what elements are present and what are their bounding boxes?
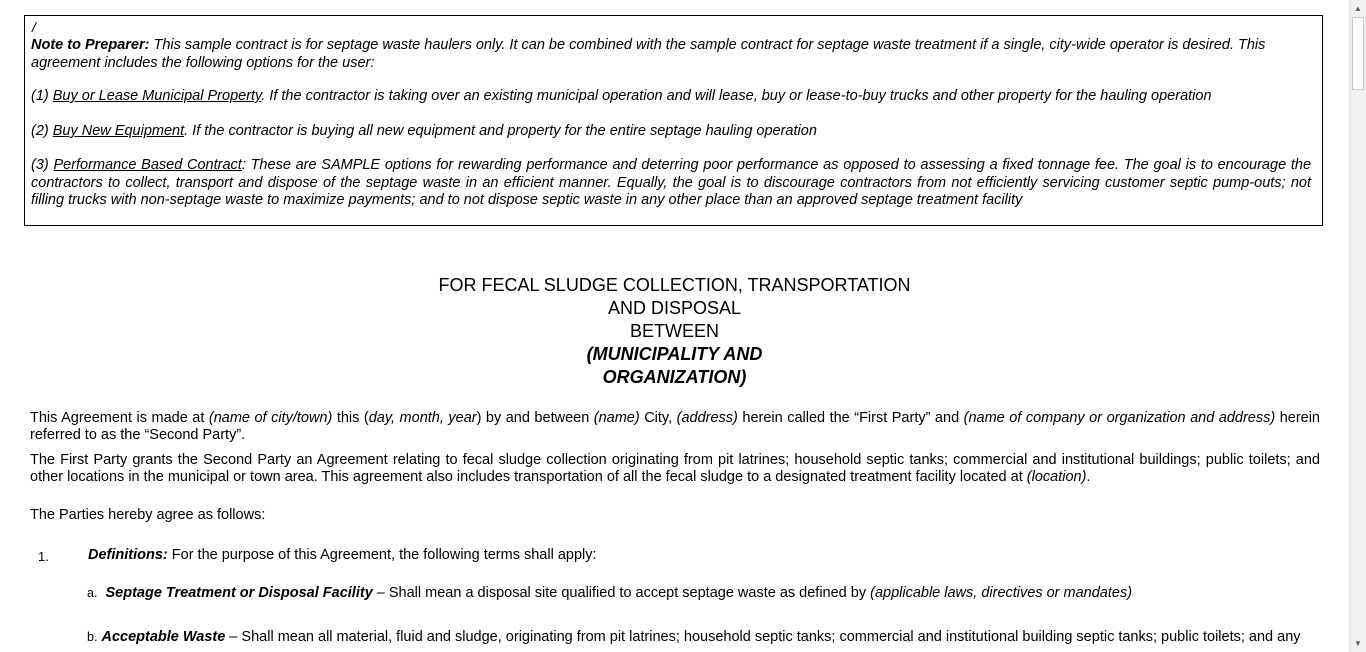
vertical-scrollbar[interactable] [1349,0,1366,652]
scrollbar-thumb[interactable] [1352,17,1364,90]
note-option-2: (2) Buy New Equipment. If the contractor is buying all new equipment and property for the entire septage hauling operation [31,123,817,139]
contract-title: FOR FECAL SLUDGE COLLECTION, TRANSPORTATION AND DISPOSAL BETWEEN (MUNICIPALITY AND ORGANIZATION) [438,275,911,387]
definition-a: a. Septage Treatment or Disposal Facility – Shall mean a disposal site qualified to accept septage waste as defined by (applicable laws, directives or mandates) [87,585,1133,601]
definitions-number: 1. [38,549,49,564]
triangle-up-icon: ▲ [1354,4,1362,13]
note-lead: Note to Preparer: [31,37,150,53]
agreement-paragraph-1: This Agreement is made at (name of city/town) this (day, month, year) by and between (name) City, (address) herein called the “First Party” and (name of company or organization and address) herein referred to as the “Second Party”. [30,410,1320,443]
scroll-up-button[interactable] [1350,0,1366,17]
option-3-title: Performance Based Contract [53,157,242,173]
agreement-paragraph-3: The Parties hereby agree as follows: [30,507,266,523]
option-2-title: Buy New Equipment [52,123,185,139]
definition-b: b. Acceptable Waste – Shall mean all material, fluid and sludge, originating from pit latrines; household septic tanks; commercial and institutional building septic tanks; public toilets; and any [87,629,1301,645]
scroll-down-button[interactable] [1350,635,1366,652]
option-1-title: Buy or Lease Municipal Property [52,88,262,104]
note-option-3: (3) Performance Based Contract: These are SAMPLE options for rewarding performance and deterring poor performance as opposed to assessing a fixed tonnage fee. The goal is to encourage the contractors to collect, transport and dispose of the septage waste in an efficient manner. Equally, the goal is to discourage contractors from not efficiently servicing customer septic pump-outs; not filling trucks with non-septage waste to maximize payments; and to not dispose septic waste in any other place than an approved septage treatment facility [31,157,1312,208]
note-to-preparer-box [24,15,1323,226]
note-option-1: (1) Buy or Lease Municipal Property. If the contractor is taking over an existing municipal operation and will lease, buy or lease-to-buy trucks and other property for the hauling operation [31,88,1212,104]
triangle-down-icon: ▼ [1354,639,1362,648]
definitions-heading: Definitions: For the purpose of this Agreement, the following terms shall apply: [88,547,597,563]
note-intro: Note to Preparer: This sample contract is for septage waste haulers only. It can be combined with the sample contract for septage waste treatment if a single, city-wide operator is desired. This agreement includes the following options for the user: [31,37,1266,71]
text-cursor: / [32,19,36,35]
agreement-paragraph-2: The First Party grants the Second Party an Agreement relating to fecal sludge collection originating from pit latrines; household septic tanks; commercial and institutional buildings; public toilets; and other locations in the municipal or town area. This agreement also includes transportation of all the fecal sludge to a designated treatment facility located at (location). [30,452,1320,485]
